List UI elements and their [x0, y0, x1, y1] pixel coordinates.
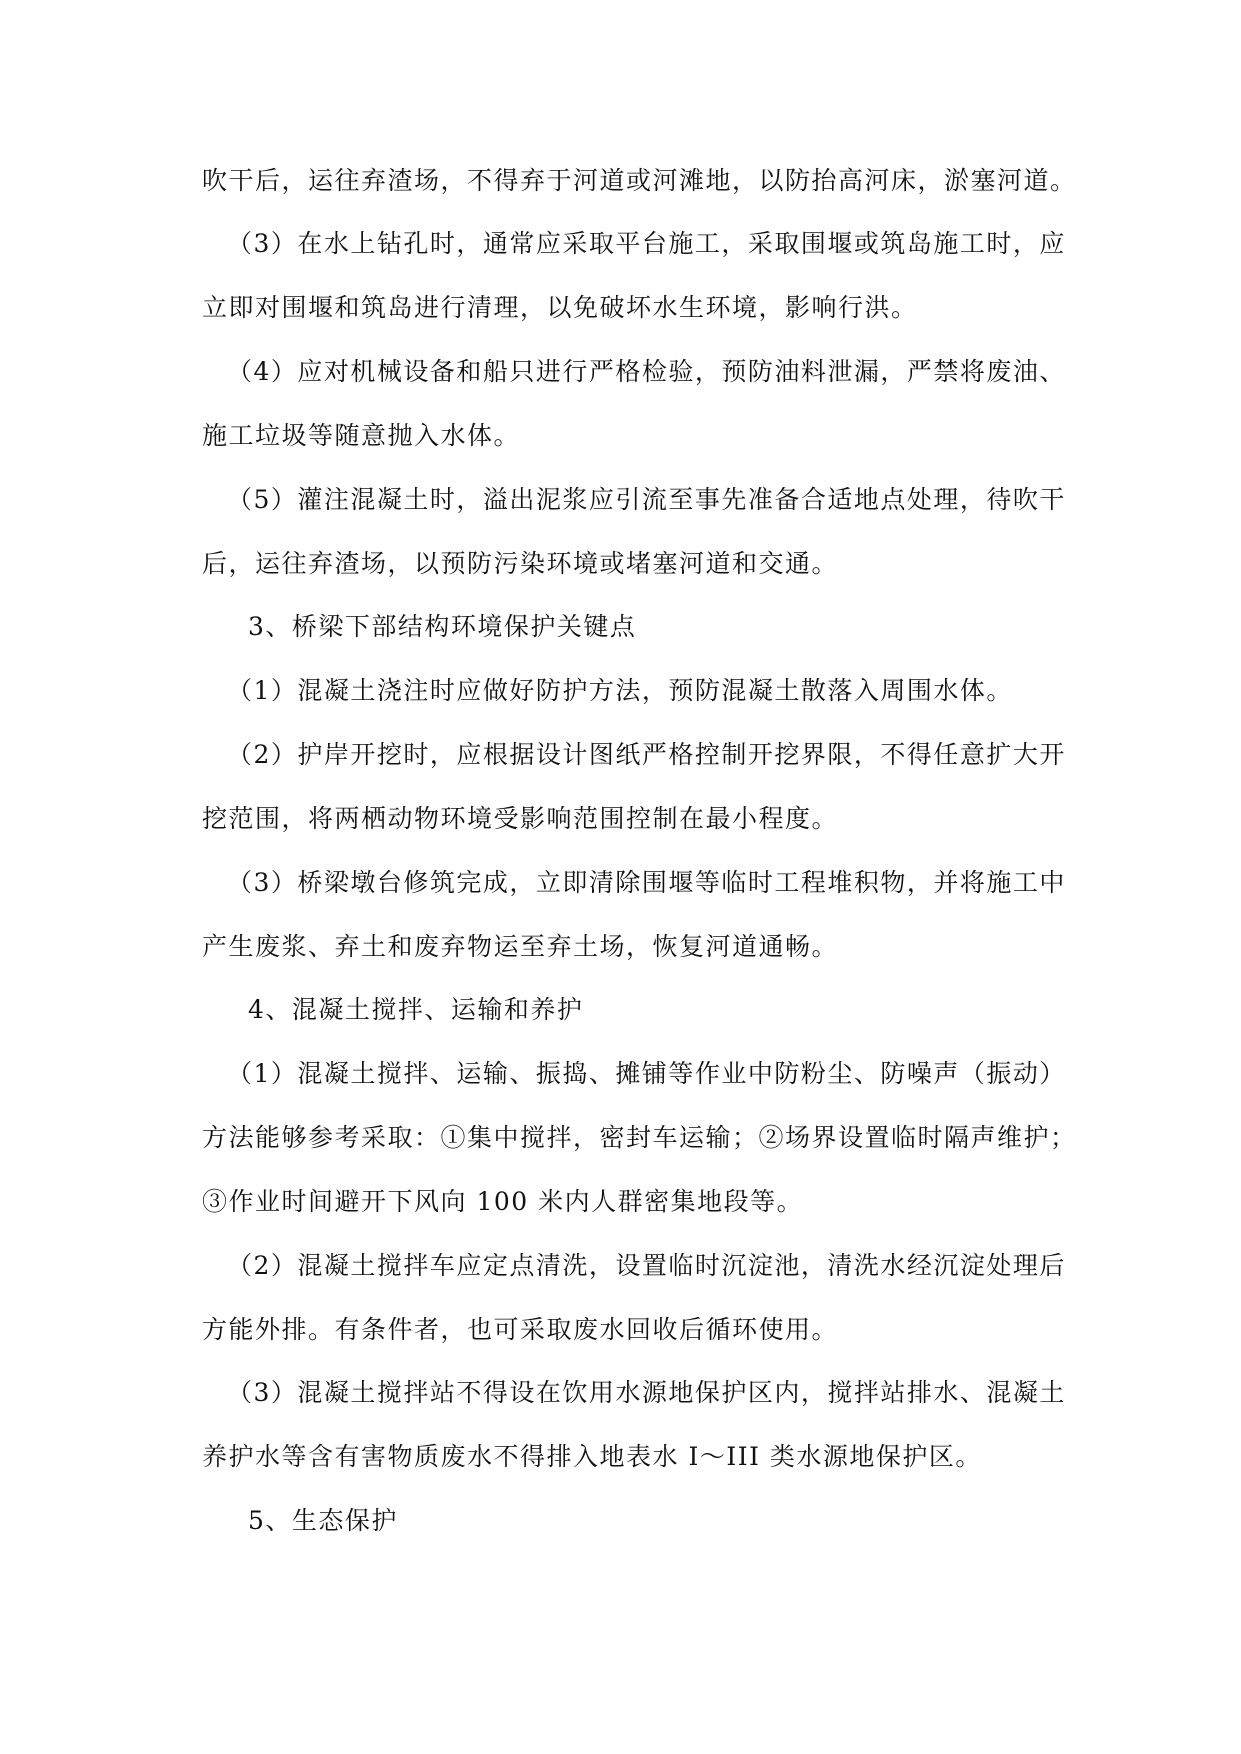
text-line: 方能外排。有条件者，也可采取废水回收后循环使用。	[202, 1315, 839, 1344]
text-line: 产生废浆、弃土和废弃物运至弃土场，恢复河道通畅。	[202, 932, 839, 961]
section-heading: 3、桥梁下部结构环境保护关键点	[248, 612, 637, 641]
text-line: （1）混凝土搅拌、运输、振捣、摊铺等作业中防粉尘、防噪声（振动）	[227, 1059, 1066, 1088]
text-line: 施工垃圾等随意抛入水体。	[202, 421, 521, 450]
text-line: 立即对围堰和筑岛进行清理，以免破坏水生环境，影响行洪。	[202, 293, 918, 322]
text-line: 吹干后，运往弃渣场，不得弃于河道或河滩地，以防抬高河床，淤塞河道。	[202, 166, 1077, 195]
text-line: （5）灌注混凝土时，溢出泥浆应引流至事先准备合适地点处理，待吹干	[227, 485, 1066, 514]
text-line: （3）在水上钻孔时，通常应采取平台施工，采取围堰或筑岛施工时，应	[227, 229, 1066, 258]
section-heading: 4、混凝土搅拌、运输和养护	[248, 995, 584, 1024]
section-heading: 5、生态保护	[248, 1506, 398, 1535]
text-line: （2）护岸开挖时，应根据设计图纸严格控制开挖界限，不得任意扩大开	[227, 740, 1066, 769]
text-line: 后，运往弃渣场，以预防污染环境或堵塞河道和交通。	[202, 549, 839, 578]
text-line: （1）混凝土浇注时应做好防护方法，预防混凝土散落入周围水体。	[227, 676, 1013, 705]
text-line: 方法能够参考采取：①集中搅拌，密封车运输；②场界设置临时隔声维护；	[202, 1123, 1077, 1152]
text-line: ③作业时间避开下风向 100 米内人群密集地段等。	[202, 1187, 804, 1216]
text-line: （3）桥梁墩台修筑完成，立即清除围堰等临时工程堆积物，并将施工中	[227, 868, 1066, 897]
text-line: （2）混凝土搅拌车应定点清洗，设置临时沉淀池，清洗水经沉淀处理后	[227, 1251, 1066, 1280]
text-line: 养护水等含有害物质废水不得排入地表水 I～III 类水源地保护区。	[202, 1442, 982, 1471]
text-line: （3）混凝土搅拌站不得设在饮用水源地保护区内，搅拌站排水、混凝土	[227, 1378, 1066, 1407]
text-line: 挖范围，将两栖动物环境受影响范围控制在最小程度。	[202, 804, 839, 833]
text-line: （4）应对机械设备和船只进行严格检验，预防油料泄漏，严禁将废油、	[227, 357, 1066, 386]
